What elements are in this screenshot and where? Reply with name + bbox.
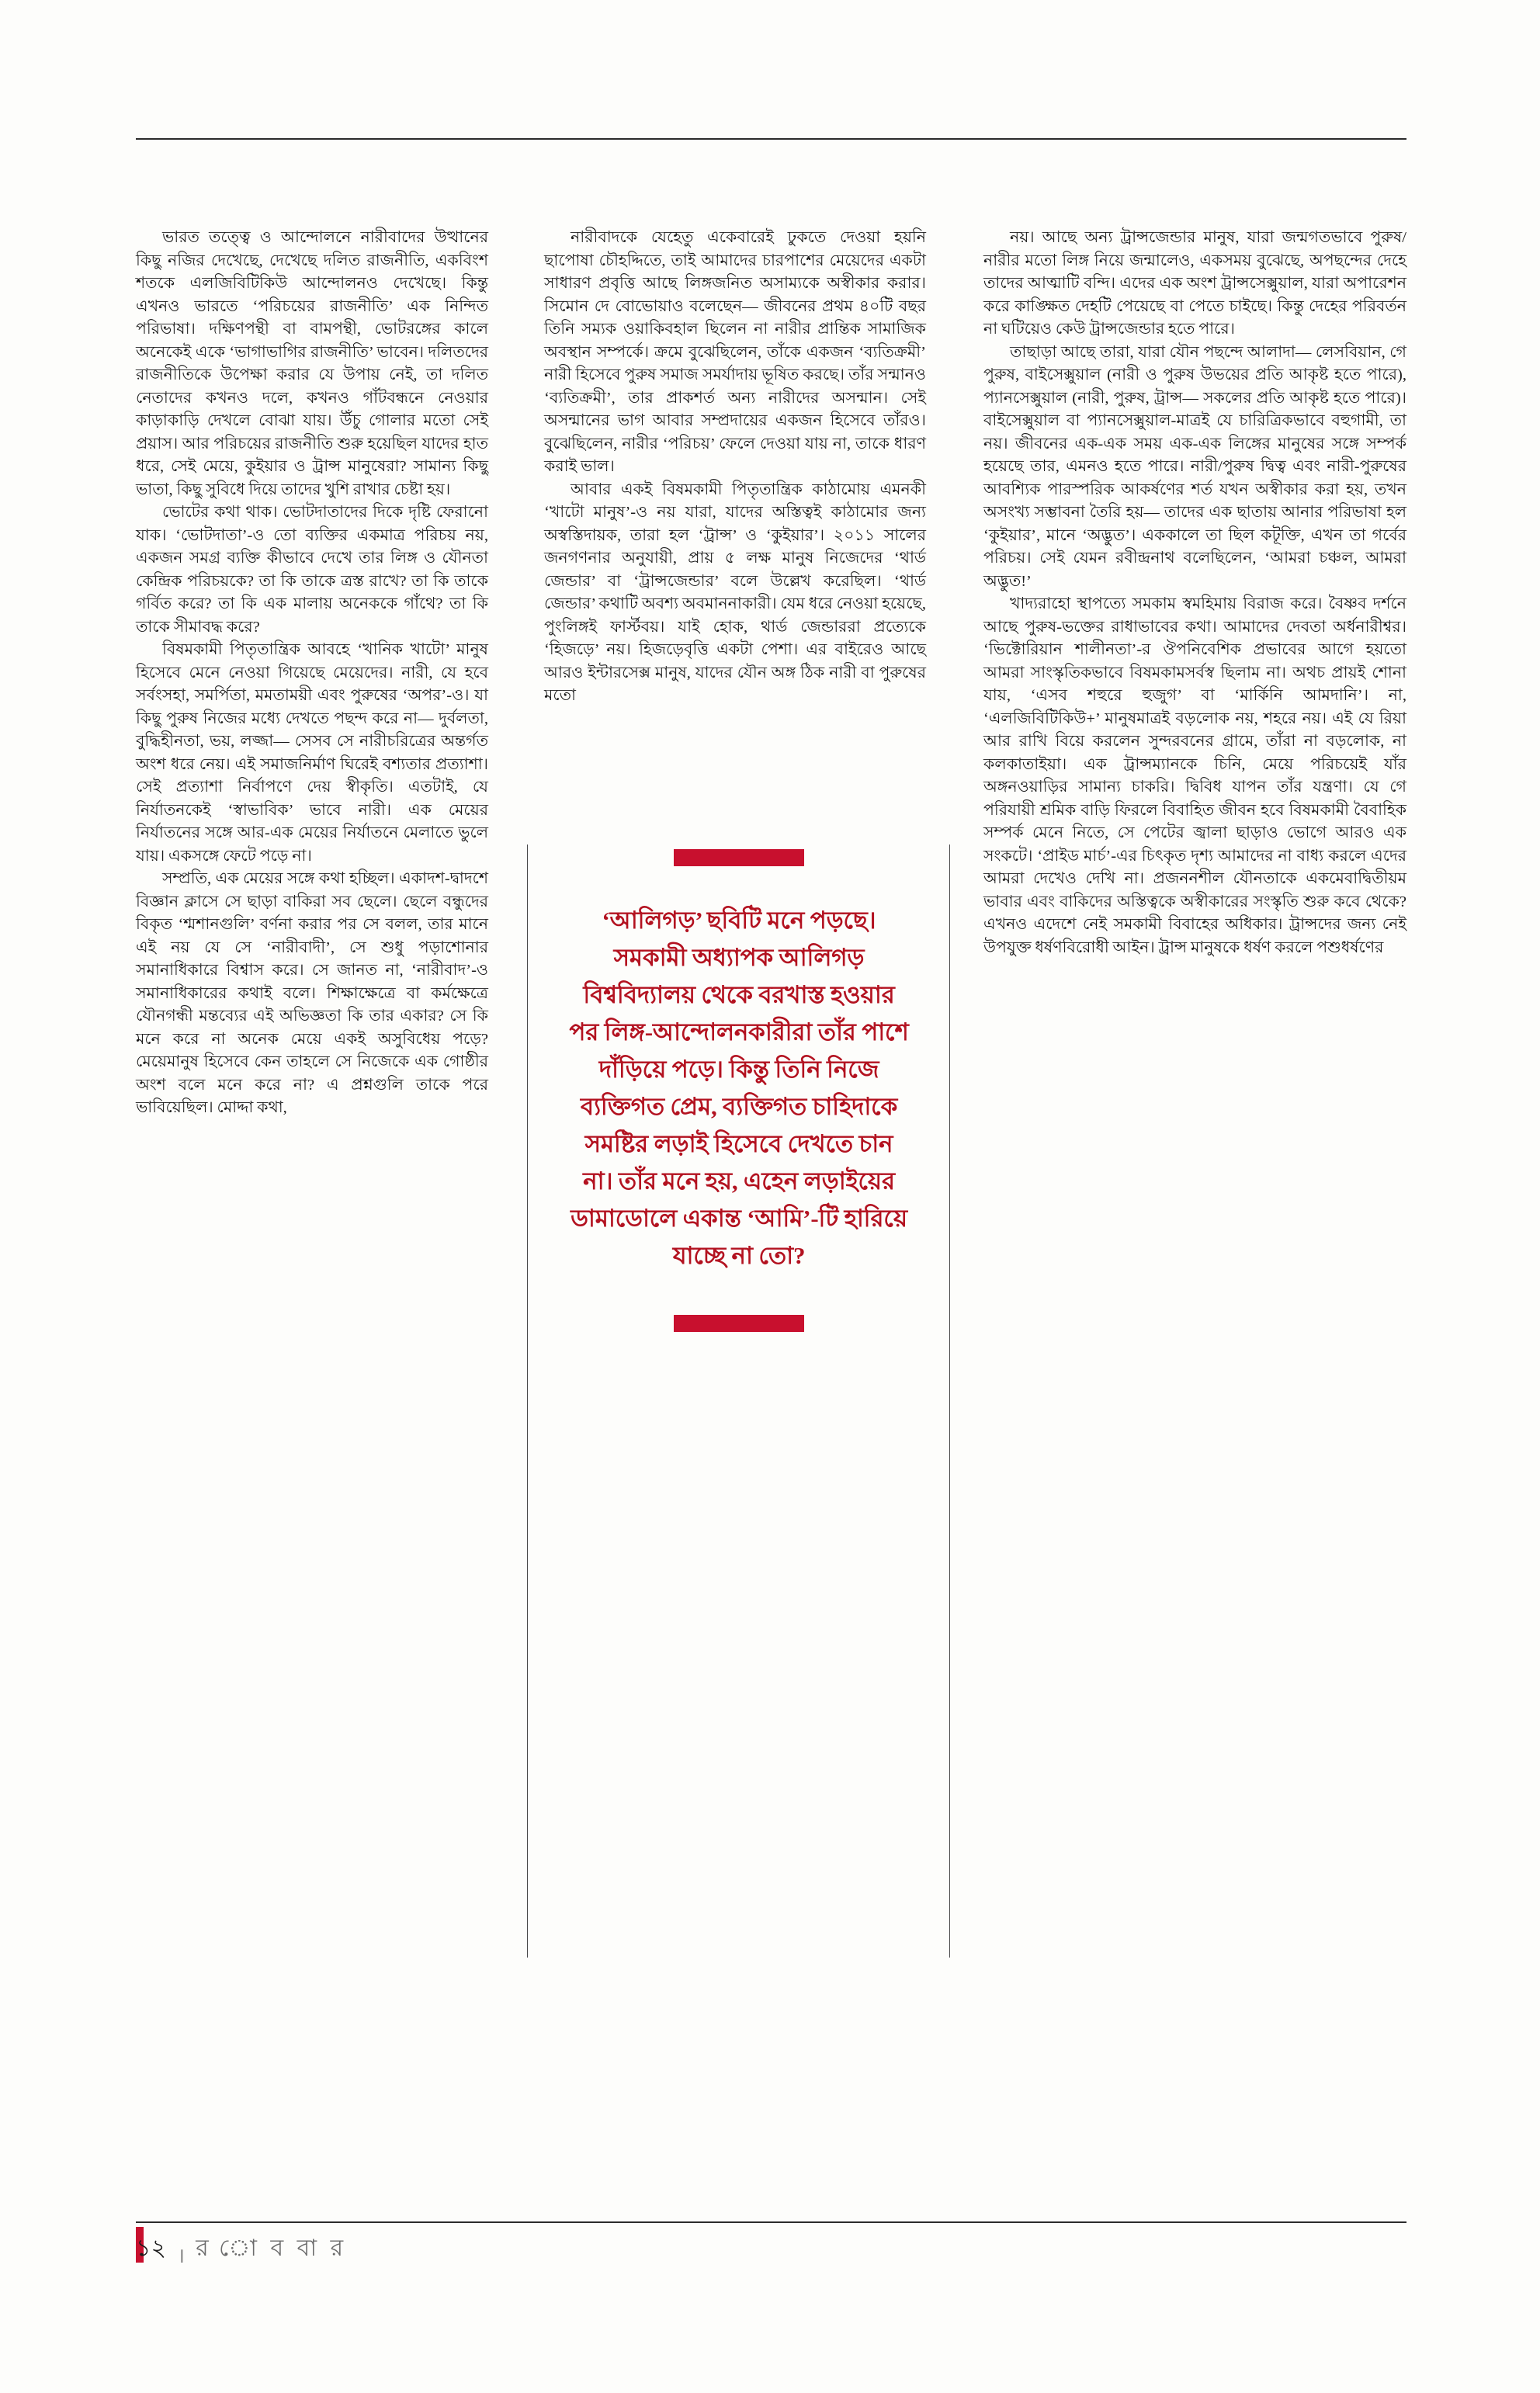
folio-number: ১২ [136,2235,166,2261]
pull-quote-bottom-bar [674,1315,804,1332]
column-divider-left [527,844,528,1958]
folio-separator: । [176,2244,186,2267]
paragraph: খাদ্যরাহো স্থাপত্যে সমকাম স্বমহিমায় বিরাজ করে। বৈষ্ণব দর্শনে আছে পুরুষ-ভক্তের রাধাভাবের কথা। আমাদের দেবতা অর্ধনারীশ্বর। ‘ভিক্টোরিয়ান শালীনতা’-র ঔপনিবেশিক প্রভাবের আগে হয়তো আমরা সাংস্কৃতিকভাবে বিষমকামসর্বস্ব ছিলাম না। অথচ প্রায়ই শোনা যায়, ‘এসব শহুরে হুজুগ’ বা ‘মার্কিনি আমদানি’। না, ‘এলজিবিটিকিউ+’ মানুষমাত্রই বড়লোক নয়, শহরে নয়। এই যে রিয়া আর রাখি বিয়ে করলেন সুন্দরবনের গ্রামে, তাঁরা না বড়লোক, না কলকাতাইয়া। এক ট্রান্সম্যানকে চিনি, মেয়ে পরিচয়েই যাঁর অঙ্গনওয়াড়ির সামান্য চাকরি। দ্বিবিধ যাপন তাঁর যন্ত্রণা। যে গে পরিযায়ী শ্রমিক বাড়ি ফিরলে বিবাহিত জীবন হবে বিষমকামী বৈবাহিক সম্পর্ক মেনে নিতে, সে পেটের জ্বালা ছাড়াও ভোগে আরও এক সংকটে। ‘প্রাইড মার্চ’-এর চিৎকৃত দৃশ্য আমাদের না বাধ্য করলে এদের আমরা দেখেও দেখি না। প্রজননশীল যৌনতাকে একমেবাদ্বিতীয়ম ভাবার এবং বাকিদের অস্তিত্বকে অস্বীকারের সংস্কৃতি শুরু কবে থেকে? এখনও এদেশে নেই সমকামী বিবাহের অধিকার। ট্রান্সদের জন্য নেই উপযুক্ত ধর্ষণবিরোধী আইন। ট্রান্স মানুষকে ধর্ষণ করলে পশুধর্ষণের [983,595,1406,956]
paragraph: নারীবাদকে যেহেতু একেবারেই ঢুকতে দেওয়া হয়নি ছাপোষা চৌহদ্দিতে, তাই আমাদের চারপাশের মেয়েদের একটা সাধারণ প্রবৃত্তি আছে লিঙ্গজনিত অসাম্যকে অস্বীকার করার। সিমোন দে বোভোয়াও বলেছেন— জীবনের প্রথম ৪০টি বছর তিনি সম্যক ওয়াকিবহাল ছিলেন না নারীর প্রান্তিক সামাজিক অবস্থান সম্পর্কে। ক্রমে বুঝেছিলেন, তাঁকে একজন ‘ব্যতিক্রমী’ নারী হিসেবে পুরুষ সমাজ সমর্যাদায় ভূষিত করছে। তাঁর সন্মানও ‘ব্যতিক্রমী’, তার প্রাকশর্ত অন্য নারীদের অসন্মান। সেই অসন্মানের ভাগ আবার সম্প্রদায়ের একজন হিসেবে তাঁরও। বুঝেছিলেন, নারীর ‘পরিচয়’ ফেলে দেওয়া যায় না, তাকে ধারণ করাই ভাল। [544,229,926,475]
pull-quote-text: ‘আলিগড়’ ছবিটি মনে পড়ছে। সমকামী অধ্যাপক আলিগড় বিশ্ববিদ্যালয় থেকে বরখাস্ত হওয়ার পর লিঙ্গ-আন্দোলনকারীরা তাঁর পাশে দাঁড়িয়ে পড়ে। কিন্তু তিনি নিজে ব্যক্তিগত প্রেম, ব্যক্তিগত চাহিদাকে সমষ্টির লড়াই হিসেবে দেখতে চান না। তাঁর মনে হয়, এহেন লড়াইয়ের ডামাডোলে একান্ত ‘আমি’-টি হারিয়ে যাচ্ছে না তো? [569,907,909,1269]
paragraph: সম্প্রতি, এক মেয়ের সঙ্গে কথা হচ্ছিল। একাদশ-দ্বাদশে বিজ্ঞান ক্লাসে সে ছাড়া বাকিরা সব ছেলে। ছেলে বন্ধুদের বিকৃত ‘শ্মশানগুলি’ বর্ণনা করার পর সে বলল, তার মানে এই নয় যে সে ‘নারীবাদী’, সে শুধু পড়াশোনার সমানাধিকারে বিশ্বাস করে। সে জানত না, ‘নারীবাদ’-ও সমানাধিকারের কথাই বলে। শিক্ষাক্ষেত্রে বা কর্মক্ষেত্রে যৌনগন্ধী মন্তব্যের এই অভিজ্ঞতা কি তার একার? সে কি মনে করে না অনেক মেয়ে একই অসুবিধেয় পড়ে? মেয়েমানুষ হিসেবে কেন তাহলে সে নিজেকে এক গোষ্ঠীর অংশ বলে মনে করে না? এ প্রশ্নগুলি তাকে পরে ভাবিয়েছিল। মোদ্দা কথা, [136,870,488,1116]
column-1 [136,227,524,2190]
page-footer [136,2229,347,2269]
masthead-label: র ো ব বা র [196,2235,348,2261]
paragraph: বিষমকামী পিতৃতান্ত্রিক আবহে ‘খানিক খাটো’ মানুষ হিসেবে মেনে নেওয়া গিয়েছে মেয়েদের। নারী, যে হবে সর্বংসহা, সমর্পিতা, মমতাময়ী এবং পুরুষের ‘অপর’-ও। যা কিছু পুরুষ নিজের মধ্যে দেখতে পছন্দ করে না— দুর্বলতা, বুদ্ধিহীনতা, ভয়, লজ্জা— সেসব সে নারীচরিত্রের অন্তর্গত অংশ ধরে নেয়। এই সমাজনির্মাণ ঘিরেই বশ্যতার প্রত্যাশা। সেই প্রত্যাশা নির্বাপণে দেয় স্বীকৃতি। এতটাই, যে নির্যাতনকেই ‘স্বাভাবিক’ ভাবে নারী। এক মেয়ের নির্যাতনের সঙ্গে আর-এক মেয়ের নির্যাতনে মেলাতে ভুলে যায়। একসঙ্গে ফেটে পড়ে না। [136,641,488,865]
paragraph: ভারত তত্ত্বে ও আন্দোলনে নারীবাদের উত্থানের কিছু নজির দেখেছে, দেখেছে দলিত রাজনীতি, একবিংশ শতকে এলজিবিটিকিউ আন্দোলনও দেখেছে। কিন্তু এখনও ভারতে ‘পরিচয়ের রাজনীতি’ এক নিন্দিত পরিভাষা। দক্ষিণপন্থী বা বামপন্থী, ভোটরঙ্গের কালে অনেকেই একে ‘ভাগাভাগির রাজনীতি’ ভাবেন। দলিতদের রাজনীতিকে উপেক্ষা করার যে উপায় নেই, তা দলিত নেতাদের কখনও দলে, কখনও গাঁটবন্ধনে নেওয়ার কাড়াকাড়ি দেখলে বোঝা যায়। উঁচু গোলার মতো সেই প্রয়াস। আর পরিচয়ের রাজনীতি শুরু হয়েছিল যাদের হাত ধরে, সেই মেয়ে, কুইয়ার ও ট্রান্স মানুষেরা? সামান্য কিছু ভাতা, কিছু সুবিধে দিয়ে তাদের খুশি রাখার চেষ্টা হয়। [136,229,488,498]
top-rule [136,138,1406,140]
paragraph: আবার একই বিষমকামী পিতৃতান্ত্রিক কাঠামোয় এমনকী ‘খাটো মানুষ’-ও নয় যারা, যাদের অস্তিত্বই কাঠামোর জন্য অস্বস্তিদায়ক, তারা হল ‘ট্রান্স’ ও ‘কুইয়ার’। ২০১১ সালের জনগণনার অনুযায়ী, প্রায় ৫ লক্ষ মানুষ নিজেদের ‘থার্ড জেন্ডার’ বা ‘ট্রান্সজেন্ডার’ বলে উল্লেখ করেছিল। ‘থার্ড জেন্ডার’ কথাটি অবশ্য অবমাননাকারী। যেম ধরে নেওয়া হয়েছে, পুংলিঙ্গই ফার্স্টবয়। যাই হোক, থার্ড জেন্ডাররা প্রত্যেকে ‘হিজড়ে’ নয়। হিজড়েবৃত্তি একটা পেশা। এর বাইরেও আছে আরও ইন্টারসেক্স মানুষ, যাদের যৌন অঙ্গ ঠিক নারী বা পুরুষের মতো [544,480,926,704]
paragraph: নয়। আছে অন্য ট্রান্সজেন্ডার মানুষ, যারা জন্মগতভাবে পুরুষ/ নারীর মতো লিঙ্গ নিয়ে জন্মালেও, একসময় বুঝেছে, অপছন্দের দেহে তাদের আত্মাটি বন্দি। এদের এক অংশ ট্রান্সসেক্সুয়াল, যারা অপারেশন করে কাঙ্ক্ষিত দেহটি পেয়েছে বা পেতে চাইছে। কিন্তু দেহের পরিবর্তন না ঘটিয়েও কেউ ট্রান্সজেন্ডার হতে পারে। [983,229,1406,338]
paragraph: তাছাড়া আছে তারা, যারা যৌন পছন্দে আলাদা— লেসবিয়ান, গে পুরুষ, বাইসেক্সুয়াল (নারী ও পুরুষ উভয়ের প্রতি আকৃষ্ট হতে পারে), প্যানসেক্সুয়াল (নারী, পুরুষ, ট্রান্স— সকলের প্রতি আকৃষ্ট হতে পারে)। বাইসেক্সুয়াল বা প্যানসেক্সুয়াল-মাত্রই যে চারিত্রিকভাবে বহুগামী, তা নয়। জীবনের এক-এক সময় এক-এক লিঙ্গের মানুষের সঙ্গে সম্পর্ক হয়েছে তার, এমনও হতে পারে। নারী/পুরুষ দ্বিত্ব এবং নারী-পুরুষের আবশ্যিক পারস্পরিক আকর্ষণের শর্ত যখন অস্বীকার করা হয়, তখন অসংখ্য সম্ভাবনা তৈরি হয়— তাদের এক ছাতায় আনার পরিভাষা হল ‘কুইয়ার’, মানে ‘অদ্ভুত’। এককালে তা ছিল কটূক্তি, এখন তা গর্বের পরিচয়। সেই যেমন রবীন্দ্রনাথ বলেছিলেন, ‘আমরা চঞ্চল, আমরা অদ্ভুত!’ [983,343,1406,590]
column-divider-right [949,844,950,1958]
pull-quote-top-bar [674,849,804,866]
column-3 [949,227,1406,2190]
paragraph: ভোটের কথা থাক। ভোটদাতাদের দিকে দৃষ্টি ফেরানো যাক। ‘ভোটদাতা’-ও তো ব্যক্তির একমাত্র পরিচয় নয়, একজন সমগ্র ব্যক্তি কীভাবে দেখে তার লিঙ্গ ও যৌনতা কেন্দ্রিক পরিচয়কে? তা কি তাকে ত্রস্ত রাখে? তা কি তাকে গর্বিত করে? তা কি এক মালায় অনেককে গাঁথে? তা কি তাকে সীমাবদ্ধ করে? [136,504,488,636]
bottom-rule [136,2221,1406,2223]
pull-quote [548,849,930,1955]
